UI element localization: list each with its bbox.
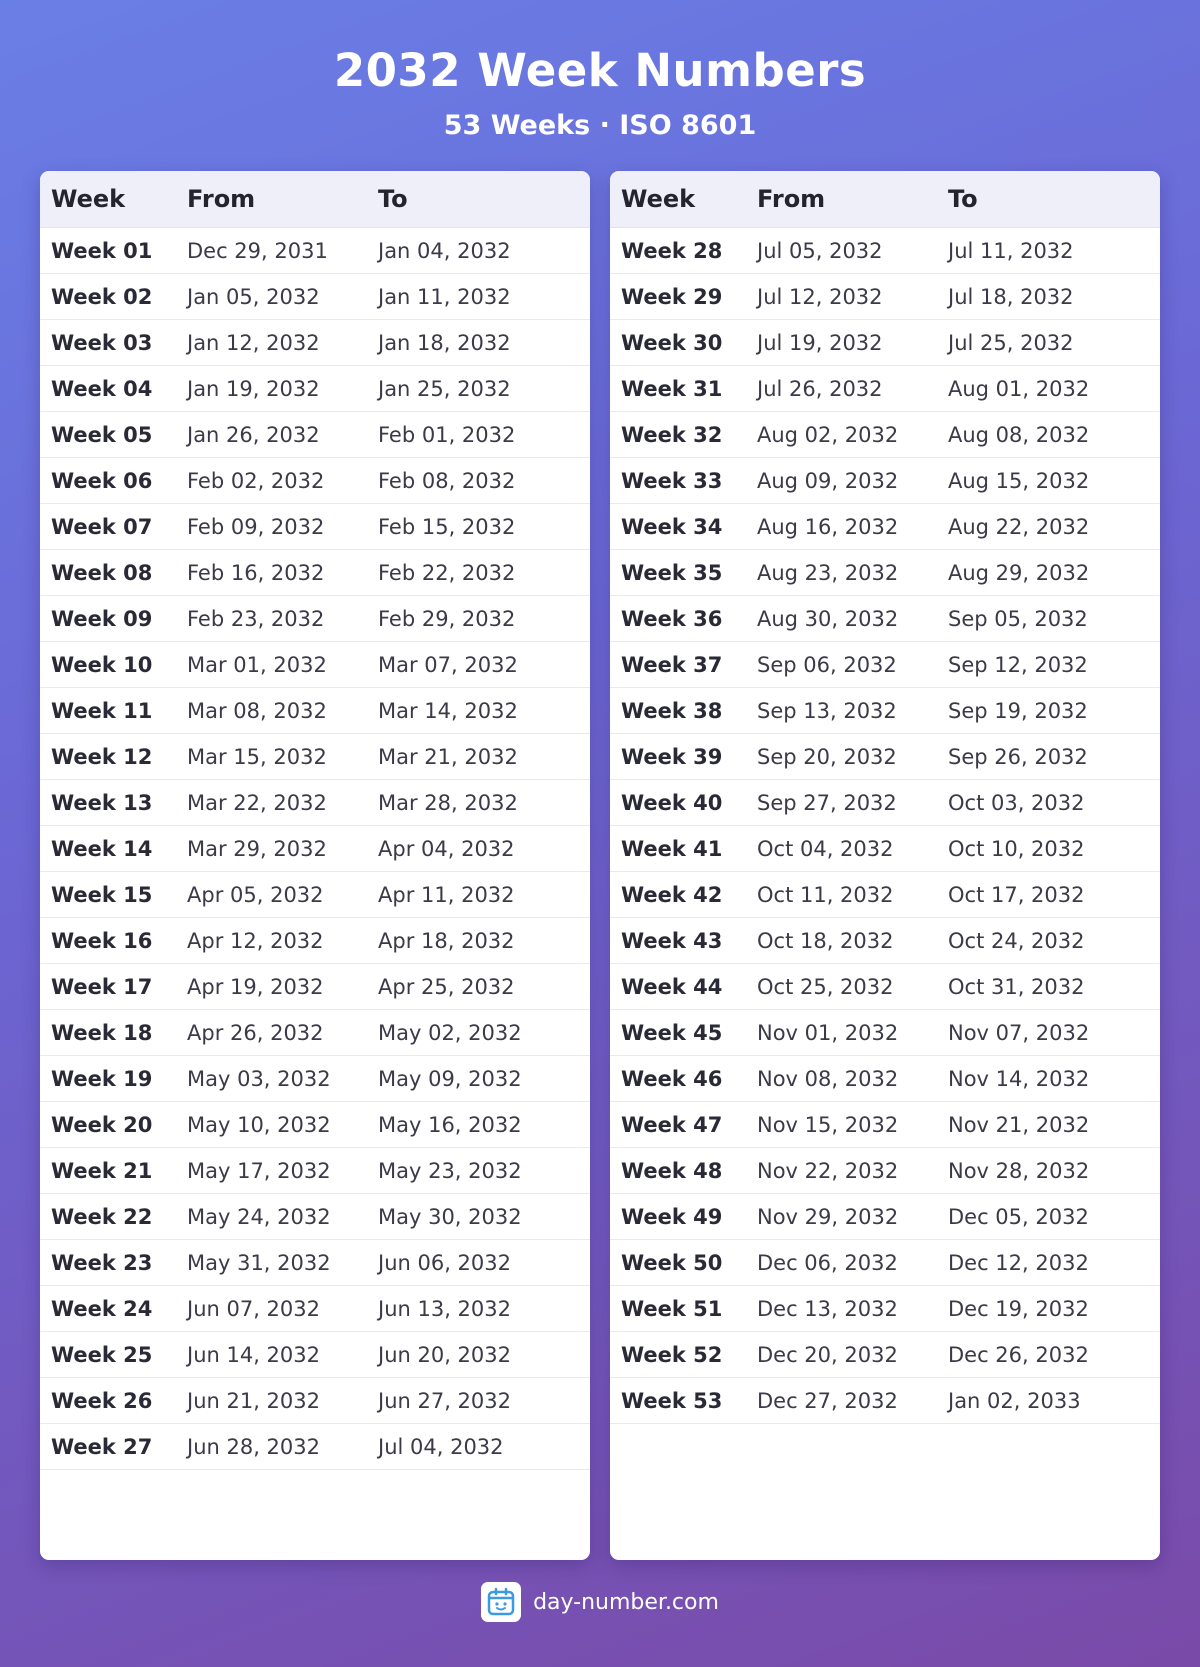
to-date-cell: Jan 04, 2032 bbox=[378, 238, 511, 263]
week-number-cell: Week 27 bbox=[51, 1434, 153, 1459]
from-date-cell: Jul 05, 2032 bbox=[757, 238, 883, 263]
week-number-cell: Week 46 bbox=[621, 1066, 723, 1091]
table-row bbox=[40, 734, 590, 780]
from-date-cell: Sep 06, 2032 bbox=[757, 652, 897, 677]
week-number-cell: Week 39 bbox=[621, 744, 723, 769]
week-number-cell: Week 09 bbox=[51, 606, 153, 631]
to-date-cell: Feb 29, 2032 bbox=[378, 606, 516, 631]
week-number-cell: Week 06 bbox=[51, 468, 153, 493]
week-number-cell: Week 03 bbox=[51, 330, 153, 355]
column-header-week: Week bbox=[51, 185, 126, 213]
table-row bbox=[40, 1286, 590, 1332]
table-row bbox=[40, 412, 590, 458]
to-date-cell: Jan 18, 2032 bbox=[378, 330, 511, 355]
to-date-cell: Mar 28, 2032 bbox=[378, 790, 518, 815]
week-number-cell: Week 29 bbox=[621, 284, 723, 309]
to-date-cell: Aug 01, 2032 bbox=[948, 376, 1090, 401]
from-date-cell: May 17, 2032 bbox=[187, 1158, 331, 1183]
week-number-cell: Week 12 bbox=[51, 744, 153, 769]
week-number-cell: Week 35 bbox=[621, 560, 723, 585]
week-number-cell: Week 25 bbox=[51, 1342, 153, 1367]
table-row bbox=[610, 1240, 1160, 1286]
table-row bbox=[610, 1378, 1160, 1424]
from-date-cell: Oct 25, 2032 bbox=[757, 974, 894, 999]
table-row bbox=[610, 826, 1160, 872]
to-date-cell: Oct 31, 2032 bbox=[948, 974, 1085, 999]
to-date-cell: Aug 22, 2032 bbox=[948, 514, 1090, 539]
from-date-cell: Jan 19, 2032 bbox=[187, 376, 320, 401]
week-number-cell: Week 40 bbox=[621, 790, 723, 815]
table-row bbox=[610, 964, 1160, 1010]
to-date-cell: Nov 21, 2032 bbox=[948, 1112, 1090, 1137]
to-date-cell: May 16, 2032 bbox=[378, 1112, 522, 1137]
to-date-cell: Jul 18, 2032 bbox=[948, 284, 1074, 309]
from-date-cell: Apr 19, 2032 bbox=[187, 974, 324, 999]
table-row bbox=[610, 1010, 1160, 1056]
to-date-cell: May 02, 2032 bbox=[378, 1020, 522, 1045]
calendar-icon bbox=[481, 1582, 521, 1622]
to-date-cell: Sep 19, 2032 bbox=[948, 698, 1088, 723]
table-row bbox=[40, 1056, 590, 1102]
table-row bbox=[610, 320, 1160, 366]
table-row bbox=[610, 872, 1160, 918]
from-date-cell: Aug 23, 2032 bbox=[757, 560, 899, 585]
week-number-cell: Week 22 bbox=[51, 1204, 153, 1229]
to-date-cell: Aug 08, 2032 bbox=[948, 422, 1090, 447]
week-table-left bbox=[40, 171, 590, 1560]
to-date-cell: Jan 11, 2032 bbox=[378, 284, 511, 309]
week-number-cell: Week 37 bbox=[621, 652, 723, 677]
table-header bbox=[40, 171, 590, 228]
to-date-cell: May 09, 2032 bbox=[378, 1066, 522, 1091]
table-row bbox=[610, 1286, 1160, 1332]
week-number-cell: Week 44 bbox=[621, 974, 723, 999]
table-row bbox=[610, 688, 1160, 734]
table-row bbox=[610, 1332, 1160, 1378]
table-row bbox=[610, 504, 1160, 550]
to-date-cell: Sep 26, 2032 bbox=[948, 744, 1088, 769]
week-number-cell: Week 20 bbox=[51, 1112, 153, 1137]
table-body bbox=[610, 228, 1160, 1424]
to-date-cell: Apr 04, 2032 bbox=[378, 836, 515, 861]
week-number-cell: Week 42 bbox=[621, 882, 723, 907]
column-header-to: To bbox=[378, 185, 408, 213]
from-date-cell: Jan 05, 2032 bbox=[187, 284, 320, 309]
to-date-cell: Dec 05, 2032 bbox=[948, 1204, 1089, 1229]
table-row bbox=[610, 1102, 1160, 1148]
to-date-cell: Oct 17, 2032 bbox=[948, 882, 1085, 907]
week-number-cell: Week 10 bbox=[51, 652, 153, 677]
to-date-cell: Jun 20, 2032 bbox=[378, 1342, 512, 1367]
table-body bbox=[40, 228, 590, 1470]
from-date-cell: Jul 26, 2032 bbox=[757, 376, 883, 401]
table-row bbox=[40, 688, 590, 734]
week-number-cell: Week 05 bbox=[51, 422, 153, 447]
from-date-cell: May 31, 2032 bbox=[187, 1250, 331, 1275]
from-date-cell: Dec 06, 2032 bbox=[757, 1250, 898, 1275]
week-number-cell: Week 11 bbox=[51, 698, 153, 723]
to-date-cell: Feb 01, 2032 bbox=[378, 422, 516, 447]
from-date-cell: May 24, 2032 bbox=[187, 1204, 331, 1229]
from-date-cell: Sep 20, 2032 bbox=[757, 744, 897, 769]
from-date-cell: Jun 28, 2032 bbox=[187, 1434, 321, 1459]
to-date-cell: Aug 29, 2032 bbox=[948, 560, 1090, 585]
table-row bbox=[610, 366, 1160, 412]
table-row bbox=[610, 274, 1160, 320]
week-number-cell: Week 02 bbox=[51, 284, 153, 309]
from-date-cell: Apr 26, 2032 bbox=[187, 1020, 324, 1045]
to-date-cell: Oct 03, 2032 bbox=[948, 790, 1085, 815]
from-date-cell: May 10, 2032 bbox=[187, 1112, 331, 1137]
week-number-cell: Week 38 bbox=[621, 698, 723, 723]
from-date-cell: Feb 23, 2032 bbox=[187, 606, 325, 631]
from-date-cell: Sep 13, 2032 bbox=[757, 698, 897, 723]
table-row bbox=[40, 918, 590, 964]
column-header-week: Week bbox=[621, 185, 696, 213]
to-date-cell: Mar 21, 2032 bbox=[378, 744, 518, 769]
from-date-cell: Oct 11, 2032 bbox=[757, 882, 894, 907]
from-date-cell: Mar 15, 2032 bbox=[187, 744, 327, 769]
week-number-cell: Week 15 bbox=[51, 882, 153, 907]
to-date-cell: Apr 11, 2032 bbox=[378, 882, 515, 907]
week-number-cell: Week 43 bbox=[621, 928, 723, 953]
week-number-cell: Week 19 bbox=[51, 1066, 153, 1091]
to-date-cell: Dec 12, 2032 bbox=[948, 1250, 1089, 1275]
table-row bbox=[40, 1378, 590, 1424]
from-date-cell: Jun 14, 2032 bbox=[187, 1342, 321, 1367]
week-number-cell: Week 52 bbox=[621, 1342, 723, 1367]
table-row bbox=[610, 228, 1160, 274]
table-row bbox=[40, 1194, 590, 1240]
from-date-cell: Jul 12, 2032 bbox=[757, 284, 883, 309]
from-date-cell: Aug 02, 2032 bbox=[757, 422, 899, 447]
table-row bbox=[40, 550, 590, 596]
to-date-cell: Dec 26, 2032 bbox=[948, 1342, 1089, 1367]
week-number-cell: Week 50 bbox=[621, 1250, 723, 1275]
from-date-cell: Apr 12, 2032 bbox=[187, 928, 324, 953]
from-date-cell: Mar 22, 2032 bbox=[187, 790, 327, 815]
from-date-cell: May 03, 2032 bbox=[187, 1066, 331, 1091]
to-date-cell: Feb 22, 2032 bbox=[378, 560, 516, 585]
from-date-cell: Jun 07, 2032 bbox=[187, 1296, 321, 1321]
table-row bbox=[40, 780, 590, 826]
week-number-cell: Week 53 bbox=[621, 1388, 723, 1413]
week-number-cell: Week 18 bbox=[51, 1020, 153, 1045]
week-number-cell: Week 01 bbox=[51, 238, 153, 263]
table-row bbox=[610, 734, 1160, 780]
to-date-cell: Nov 14, 2032 bbox=[948, 1066, 1090, 1091]
table-row bbox=[40, 1102, 590, 1148]
from-date-cell: Oct 18, 2032 bbox=[757, 928, 894, 953]
table-row bbox=[40, 320, 590, 366]
week-number-cell: Week 31 bbox=[621, 376, 723, 401]
week-number-cell: Week 23 bbox=[51, 1250, 153, 1275]
to-date-cell: Jul 04, 2032 bbox=[378, 1434, 504, 1459]
table-row bbox=[610, 780, 1160, 826]
from-date-cell: Aug 09, 2032 bbox=[757, 468, 899, 493]
to-date-cell: Mar 14, 2032 bbox=[378, 698, 518, 723]
to-date-cell: Jul 25, 2032 bbox=[948, 330, 1074, 355]
from-date-cell: Mar 08, 2032 bbox=[187, 698, 327, 723]
to-date-cell: Mar 07, 2032 bbox=[378, 652, 518, 677]
to-date-cell: Sep 05, 2032 bbox=[948, 606, 1088, 631]
week-number-cell: Week 45 bbox=[621, 1020, 723, 1045]
week-number-cell: Week 51 bbox=[621, 1296, 723, 1321]
from-date-cell: Feb 02, 2032 bbox=[187, 468, 325, 493]
week-number-cell: Week 32 bbox=[621, 422, 723, 447]
page-title: 2032 Week Numbers bbox=[333, 44, 867, 97]
table-row bbox=[40, 504, 590, 550]
table-row bbox=[610, 550, 1160, 596]
week-number-cell: Week 14 bbox=[51, 836, 153, 861]
table-row bbox=[610, 1148, 1160, 1194]
from-date-cell: Nov 08, 2032 bbox=[757, 1066, 899, 1091]
week-number-cell: Week 30 bbox=[621, 330, 723, 355]
week-number-cell: Week 24 bbox=[51, 1296, 153, 1321]
column-header-from: From bbox=[757, 185, 826, 213]
week-number-cell: Week 33 bbox=[621, 468, 723, 493]
week-number-cell: Week 17 bbox=[51, 974, 153, 999]
from-date-cell: Mar 29, 2032 bbox=[187, 836, 327, 861]
to-date-cell: Dec 19, 2032 bbox=[948, 1296, 1089, 1321]
week-number-cell: Week 07 bbox=[51, 514, 153, 539]
from-date-cell: Jun 21, 2032 bbox=[187, 1388, 321, 1413]
to-date-cell: Jun 27, 2032 bbox=[378, 1388, 512, 1413]
table-row bbox=[610, 412, 1160, 458]
table-row bbox=[610, 918, 1160, 964]
week-number-cell: Week 47 bbox=[621, 1112, 723, 1137]
to-date-cell: Jun 13, 2032 bbox=[378, 1296, 512, 1321]
table-row bbox=[40, 872, 590, 918]
to-date-cell: May 30, 2032 bbox=[378, 1204, 522, 1229]
to-date-cell: Jul 11, 2032 bbox=[948, 238, 1074, 263]
to-date-cell: Nov 07, 2032 bbox=[948, 1020, 1090, 1045]
to-date-cell: Nov 28, 2032 bbox=[948, 1158, 1090, 1183]
table-row bbox=[40, 274, 590, 320]
table-row bbox=[610, 596, 1160, 642]
table-row bbox=[40, 1240, 590, 1286]
week-number-cell: Week 08 bbox=[51, 560, 153, 585]
page-subtitle: 53 Weeks · ISO 8601 bbox=[443, 110, 757, 141]
from-date-cell: Nov 22, 2032 bbox=[757, 1158, 899, 1183]
from-date-cell: Dec 29, 2031 bbox=[187, 238, 328, 263]
table-row bbox=[40, 1010, 590, 1056]
week-number-cell: Week 41 bbox=[621, 836, 723, 861]
column-header-to: To bbox=[948, 185, 978, 213]
week-number-cell: Week 26 bbox=[51, 1388, 153, 1413]
from-date-cell: Feb 09, 2032 bbox=[187, 514, 325, 539]
week-number-cell: Week 48 bbox=[621, 1158, 723, 1183]
table-row bbox=[40, 596, 590, 642]
from-date-cell: Dec 27, 2032 bbox=[757, 1388, 898, 1413]
week-number-cell: Week 04 bbox=[51, 376, 153, 401]
week-number-cell: Week 49 bbox=[621, 1204, 723, 1229]
to-date-cell: Aug 15, 2032 bbox=[948, 468, 1090, 493]
to-date-cell: Oct 10, 2032 bbox=[948, 836, 1085, 861]
from-date-cell: Nov 29, 2032 bbox=[757, 1204, 899, 1229]
from-date-cell: Apr 05, 2032 bbox=[187, 882, 324, 907]
from-date-cell: Jan 26, 2032 bbox=[187, 422, 320, 447]
from-date-cell: Feb 16, 2032 bbox=[187, 560, 325, 585]
to-date-cell: Sep 12, 2032 bbox=[948, 652, 1088, 677]
from-date-cell: Aug 16, 2032 bbox=[757, 514, 899, 539]
to-date-cell: Feb 08, 2032 bbox=[378, 468, 516, 493]
from-date-cell: Oct 04, 2032 bbox=[757, 836, 894, 861]
site-link[interactable]: day-number.com bbox=[533, 1589, 719, 1615]
table-row bbox=[40, 1148, 590, 1194]
to-date-cell: May 23, 2032 bbox=[378, 1158, 522, 1183]
from-date-cell: Dec 20, 2032 bbox=[757, 1342, 898, 1367]
footer bbox=[0, 1582, 1200, 1622]
table-row bbox=[40, 964, 590, 1010]
week-number-cell: Week 34 bbox=[621, 514, 723, 539]
table-row bbox=[610, 1056, 1160, 1102]
from-date-cell: Jan 12, 2032 bbox=[187, 330, 320, 355]
from-date-cell: Mar 01, 2032 bbox=[187, 652, 327, 677]
from-date-cell: Dec 13, 2032 bbox=[757, 1296, 898, 1321]
to-date-cell: Apr 25, 2032 bbox=[378, 974, 515, 999]
table-row bbox=[610, 1194, 1160, 1240]
table-row bbox=[610, 642, 1160, 688]
to-date-cell: Jan 02, 2033 bbox=[948, 1388, 1081, 1413]
week-number-cell: Week 13 bbox=[51, 790, 153, 815]
from-date-cell: Nov 01, 2032 bbox=[757, 1020, 899, 1045]
table-row bbox=[40, 458, 590, 504]
to-date-cell: Oct 24, 2032 bbox=[948, 928, 1085, 953]
from-date-cell: Aug 30, 2032 bbox=[757, 606, 899, 631]
to-date-cell: Feb 15, 2032 bbox=[378, 514, 516, 539]
week-number-cell: Week 21 bbox=[51, 1158, 153, 1183]
table-row bbox=[40, 1332, 590, 1378]
table-row bbox=[610, 458, 1160, 504]
week-number-cell: Week 36 bbox=[621, 606, 723, 631]
from-date-cell: Sep 27, 2032 bbox=[757, 790, 897, 815]
table-row bbox=[40, 826, 590, 872]
to-date-cell: Jun 06, 2032 bbox=[378, 1250, 512, 1275]
table-row bbox=[40, 1424, 590, 1470]
week-number-cell: Week 16 bbox=[51, 928, 153, 953]
column-header-from: From bbox=[187, 185, 256, 213]
to-date-cell: Apr 18, 2032 bbox=[378, 928, 515, 953]
week-number-cell: Week 28 bbox=[621, 238, 723, 263]
table-row bbox=[40, 642, 590, 688]
table-row bbox=[40, 228, 590, 274]
table-row bbox=[40, 366, 590, 412]
from-date-cell: Nov 15, 2032 bbox=[757, 1112, 899, 1137]
table-header bbox=[610, 171, 1160, 228]
from-date-cell: Jul 19, 2032 bbox=[757, 330, 883, 355]
week-table-right bbox=[610, 171, 1160, 1560]
to-date-cell: Jan 25, 2032 bbox=[378, 376, 511, 401]
